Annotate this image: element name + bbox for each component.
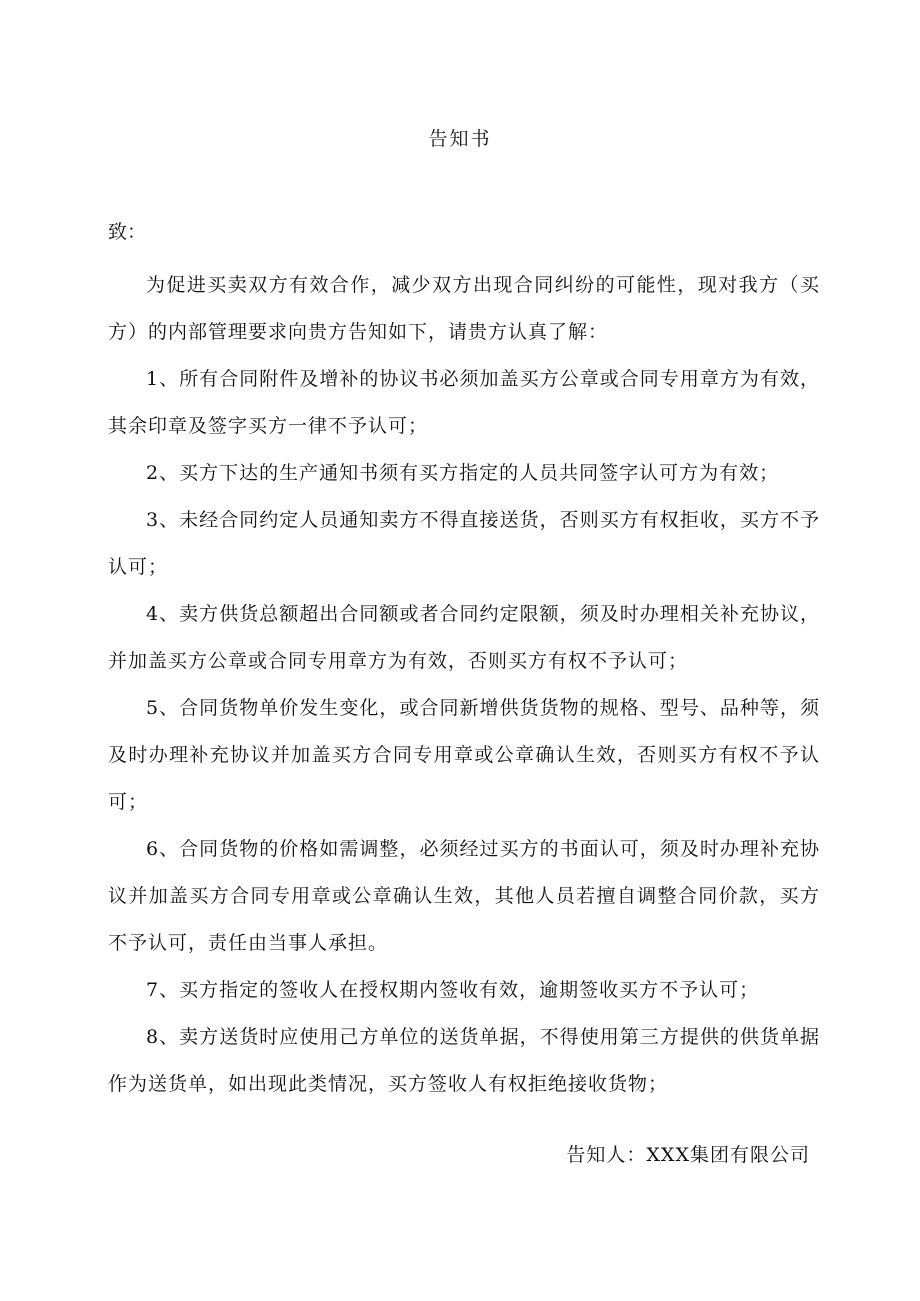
clause-7: 7、买方指定的签收人在授权期内签收有效，逾期签收买方不予认可； (146, 979, 760, 1001)
document-body (108, 262, 820, 1108)
clause-4: 4、卖方供货总额超出合同额或者合同约定限额，须及时办理相关补充协议，并加盖买方公章或合同专用章方为有效，否则买方有权不予认可； (108, 603, 820, 672)
clause-6: 6、合同货物的价格如需调整，必须经过买方的书面认可，须及时办理补充协议并加盖买方合同专用章或公章确认生效，其他人员若擅自调整合同价款，买方不予认可，责任由当事人承担。 (108, 838, 820, 954)
clause-5: 5、合同货物单价发生变化，或合同新增供货货物的规格、型号、品种等，须及时办理补充协议并加盖买方合同专用章或公章确认生效，否则买方有权不予认可； (108, 697, 820, 813)
document-title: 告知书 (428, 128, 492, 150)
signature-line: 告知人：XXX集团有限公司 (566, 1144, 810, 1166)
salutation: 致： (108, 221, 147, 243)
clause-3: 3、未经合同约定人员通知卖方不得直接送货，否则买方有权拒收，买方不予认可； (108, 509, 820, 578)
clause-1: 1、所有合同附件及增补的协议书必须加盖买方公章或合同专用章方为有效，其余印章及签字买方一律不予认可； (108, 368, 820, 437)
clause-8: 8、卖方送货时应使用己方单位的送货单据，不得使用第三方提供的供货单据作为送货单，如出现此类情况，买方签收人有权拒绝接收货物； (108, 1026, 820, 1095)
clause-2: 2、买方下达的生产通知书须有买方指定的人员共同签字认可方为有效； (146, 462, 780, 484)
intro-paragraph: 为促进买卖双方有效合作，减少双方出现合同纠纷的可能性，现对我方（买方）的内部管理要求向贵方告知如下，请贵方认真了解： (108, 274, 820, 343)
